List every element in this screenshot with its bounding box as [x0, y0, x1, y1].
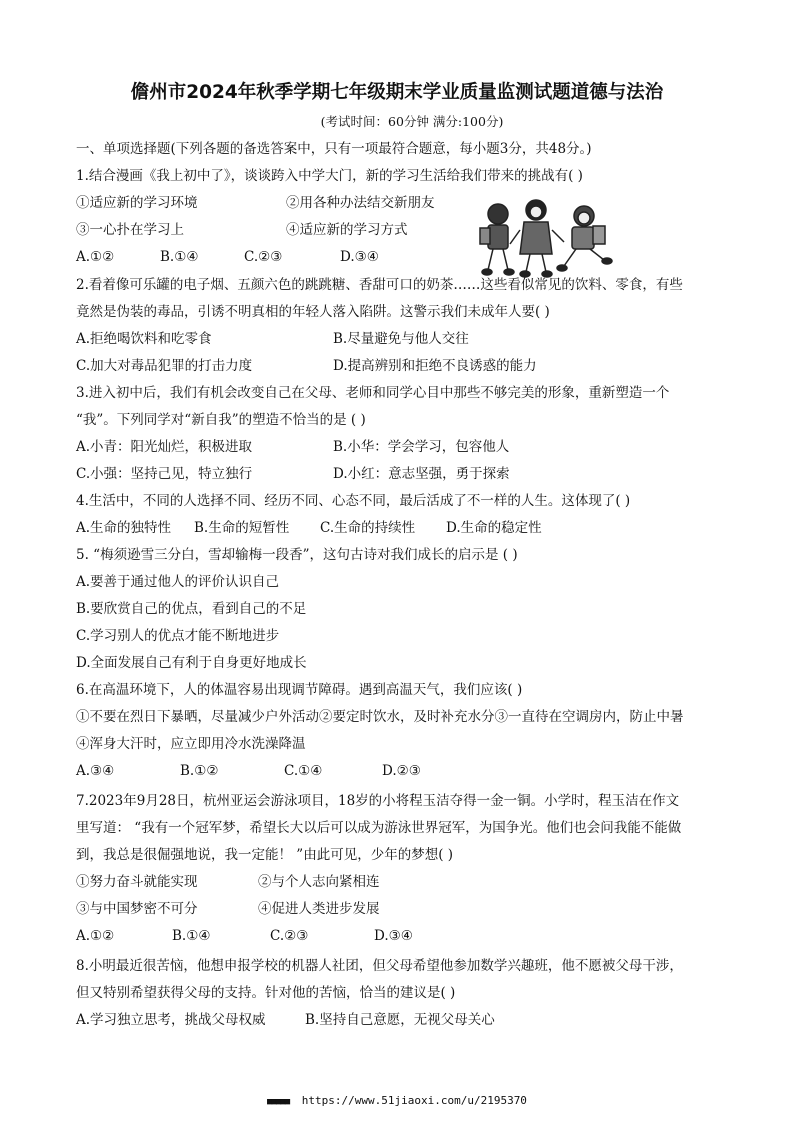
- question-5-stem: 5. “梅须逊雪三分白，雪却输梅一段香”，这句古诗对我们成长的启示是 ( ): [76, 547, 518, 563]
- q6-option-b: B.①②: [180, 763, 219, 779]
- q8-option-b: B.坚持自己意愿，无视父母关心: [305, 1012, 495, 1028]
- question-7-stem-line-1: 7.2023年9月28日，杭州亚运会游泳项目，18岁的小将程玉洁夺得一金一铜。小学时，程玉洁在作文: [76, 793, 680, 809]
- q1-statement-3: ③一心扑在学习上: [76, 222, 184, 238]
- question-8-stem-line-2: 但又特别希望获得父母的支持。针对他的苦恼，恰当的建议是( ): [76, 985, 456, 1001]
- question-4-stem: 4.生活中，不同的人选择不同、经历不同、心态不同，最后活成了不一样的人生。这体现了( ): [76, 493, 631, 509]
- q7-option-c: C.②③: [270, 928, 309, 944]
- question-3-stem-line-1: 3.进入初中后，我们有机会改变自己在父母、老师和同学心目中那些不够完美的形象，重新塑造一个: [76, 385, 670, 401]
- q2-option-a: A.拒绝喝饮料和吃零食: [76, 331, 212, 347]
- page-title: 儋州市2024年秋季学期七年级期末学业质量监测试题道德与法治: [130, 82, 664, 103]
- question-7-stem-line-2: 里写道： “我有一个冠军梦，希望长大以后可以成为游泳世界冠军，为国争光。他们也会问我能不能做: [76, 820, 682, 836]
- q7-option-b: B.①④: [172, 928, 211, 944]
- q4-option-a: A.生命的独特性: [76, 520, 172, 536]
- question-3-stem-line-2: “我”。下列同学对“新自我”的塑造不恰当的是 ( ): [76, 412, 366, 428]
- question-2-stem-line-1: 2.看着像可乐罐的电子烟、五颜六色的跳跳糖、香甜可口的奶茶……这些看似常见的饮料、零食，有些: [76, 277, 683, 293]
- q6-option-a: A.③④: [76, 763, 115, 779]
- question-8-stem-line-1: 8.小明最近很苦恼，他想申报学校的机器人社团，但父母希望他参加数学兴趣班，他不愿被父母干涉，: [76, 958, 683, 974]
- q4-option-c: C.生命的持续性: [320, 520, 416, 536]
- question-6-stem: 6.在高温环境下，人的体温容易出现调节障碍。遇到高温天气，我们应该( ): [76, 682, 523, 698]
- q6-statements-line-1: ①不要在烈日下暴晒，尽量减少户外活动②要定时饮水，及时补充水分③一直待在空调房内，防止中暑: [76, 709, 684, 725]
- page-footer: [0, 1094, 794, 1107]
- q7-statement-2: ②与个人志向紧相连: [258, 874, 380, 890]
- q7-option-a: A.①②: [76, 928, 115, 944]
- source-link[interactable]: https://www.51jiaoxi.com/u/2195370: [301, 1094, 527, 1107]
- q1-option-c: C.②③: [244, 249, 283, 265]
- q1-option-d: D.③④: [340, 249, 379, 265]
- q1-option-a: A.①②: [76, 249, 115, 265]
- question-1-stem: 1.结合漫画《我上初中了》，谈谈跨入中学大门，新的学习生活给我们带来的挑战有( ): [76, 168, 583, 184]
- q7-statement-3: ③与中国梦密不可分: [76, 901, 198, 917]
- q4-option-d: D.生命的稳定性: [446, 520, 542, 536]
- q6-statements-line-2: ④浑身大汗时，应立即用冷水洗澡降温: [76, 736, 306, 752]
- exam-info: (考试时间：60分钟 满分:100分): [320, 114, 504, 129]
- q6-option-c: C.①④: [284, 763, 323, 779]
- q3-option-b: B.小华：学会学习，包容他人: [333, 439, 510, 455]
- q1-statement-1: ①适应新的学习环境: [76, 195, 198, 211]
- comic-illustration: [476, 196, 616, 278]
- question-7-stem-line-3: 到，我总是很倔强地说，我一定能！ ”由此可见，少年的梦想( ): [76, 847, 454, 863]
- q3-option-a: A.小青：阳光灿烂，积极进取: [76, 439, 253, 455]
- q8-option-a: A.学习独立思考，挑战父母权威: [76, 1012, 266, 1028]
- q5-option-a: A.要善于通过他人的评价认识自己: [76, 574, 280, 590]
- q2-option-b: B.尽量避免与他人交往: [333, 331, 469, 347]
- q7-statement-1: ①努力奋斗就能实现: [76, 874, 198, 890]
- q5-option-b: B.要欣赏自己的优点，看到自己的不足: [76, 601, 307, 617]
- watermark-logo: ■■■■■: [267, 1097, 290, 1107]
- section-heading: 一、单项选择题(下列各题的备选答案中，只有一项最符合题意，每小题3分，共48分。): [76, 141, 592, 157]
- q4-option-b: B.生命的短暂性: [194, 520, 290, 536]
- q5-option-d: D.全面发展自己有利于自身更好地成长: [76, 655, 307, 671]
- q1-statement-2: ②用各种办法结交新朋友: [286, 195, 435, 211]
- q7-option-d: D.③④: [374, 928, 413, 944]
- q3-option-d: D.小红：意志坚强，勇于探索: [333, 466, 510, 482]
- q2-option-c: C.加大对毒品犯罪的打击力度: [76, 358, 253, 374]
- q3-option-c: C.小强：坚持己见，特立独行: [76, 466, 253, 482]
- q6-option-d: D.②③: [382, 763, 421, 779]
- question-2-stem-line-2: 竟然是伪装的毒品，引诱不明真相的年轻人落入陷阱。这警示我们未成年人要( ): [76, 304, 550, 320]
- q1-statement-4: ④适应新的学习方式: [286, 222, 408, 238]
- q5-option-c: C.学习别人的优点才能不断地进步: [76, 628, 280, 644]
- q1-option-b: B.①④: [160, 249, 199, 265]
- q7-statement-4: ④促进人类进步发展: [258, 901, 380, 917]
- q2-option-d: D.提高辨别和拒绝不良诱惑的能力: [333, 358, 537, 374]
